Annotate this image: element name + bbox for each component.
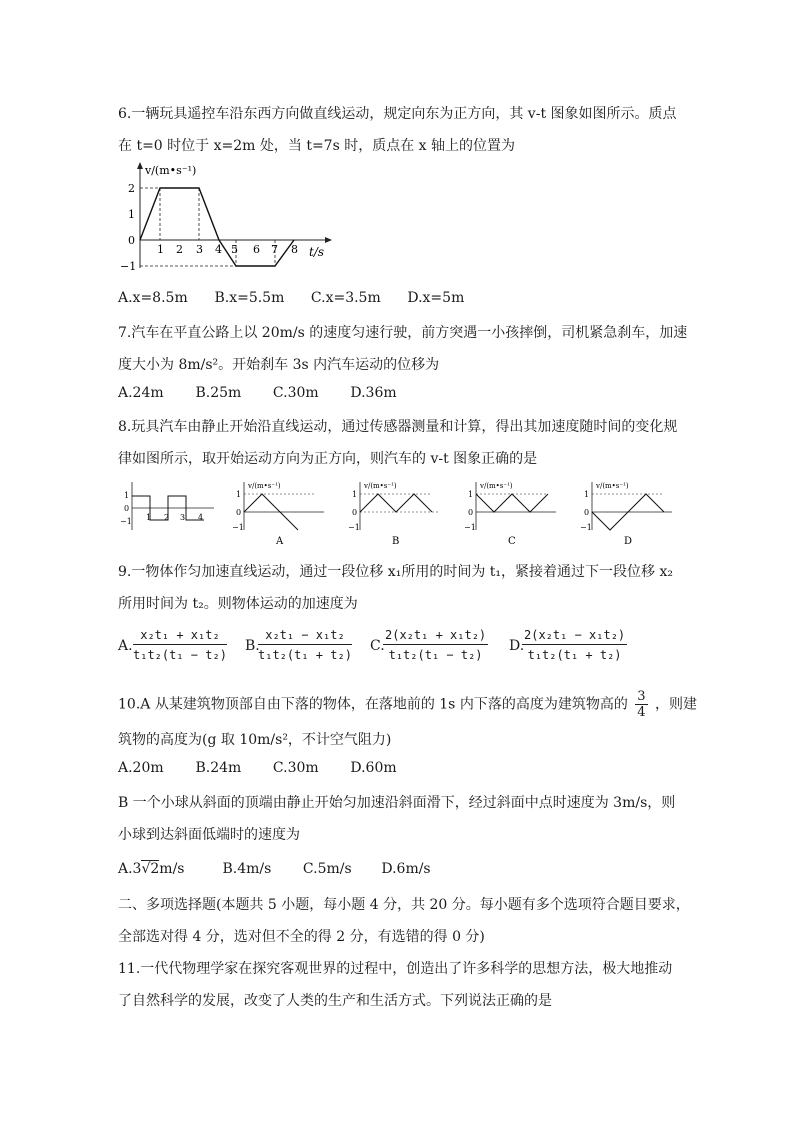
svg-text:−1: −1 xyxy=(348,523,360,532)
svg-text:0: 0 xyxy=(124,504,130,513)
q6-vt-graph xyxy=(118,160,338,280)
q10-options xyxy=(118,760,423,776)
q10-option-a[interactable]: A.20m xyxy=(118,760,164,776)
q7-option-d[interactable]: D.36m xyxy=(350,385,397,401)
q8-graph-b[interactable] xyxy=(348,478,444,546)
q6-xtick: 4 xyxy=(215,243,222,256)
q7-option-a[interactable]: A.24m xyxy=(118,385,164,401)
q9-line1: 9.一物体作匀加速直线运动，通过一段位移 x₁所用的时间为 t₁，紧接着通过下一段位移 x₂ xyxy=(118,564,673,580)
svg-text:v/(m•s⁻¹): v/(m•s⁻¹) xyxy=(480,482,513,490)
q8-label-b: B xyxy=(392,536,400,546)
q9-option-b-num: x₂t₁ − x₁t₂ xyxy=(258,628,352,645)
q9-option-b-label[interactable]: B. xyxy=(245,638,260,654)
svg-text:0: 0 xyxy=(468,508,474,517)
q10-option-b[interactable]: B.24m xyxy=(195,760,242,776)
q6-xtick: 6 xyxy=(253,243,260,256)
q6-ytick: 0 xyxy=(128,234,135,247)
q6-option-d[interactable]: D.x=5m xyxy=(407,290,465,306)
q9-option-c-den: t₁t₂(t₁ − t₂) xyxy=(388,648,483,662)
q9-line2: 所用时间为 t₂。则物体运动的加速度为 xyxy=(118,596,358,612)
section2-line2: 全部选对得 4 分，选对但不全的得 2 分，有选错的得 0 分) xyxy=(118,929,485,945)
q6-option-a[interactable]: A.x=8.5m xyxy=(118,290,188,306)
q9-option-a[interactable] xyxy=(133,628,227,662)
svg-text:0: 0 xyxy=(584,508,590,517)
q7-line2: 度大小为 8m/s²。开始刹车 3s 内汽车运动的位移为 xyxy=(118,357,440,373)
q10-line1 xyxy=(118,689,718,720)
q6-line2: 在 t=0 时位于 x=2m 处，当 t=7s 时，质点在 x 轴上的位置为 xyxy=(118,138,516,154)
q6-xtick: 3 xyxy=(196,243,203,256)
q9-option-d-label[interactable]: D. xyxy=(509,638,525,654)
q6-options xyxy=(118,290,499,306)
q6-option-c[interactable]: C.x=3.5m xyxy=(310,290,381,306)
q10b-options xyxy=(118,860,455,877)
q10b-line1: B 一个小球从斜面的顶端由静止开始匀加速沿斜面滑下，经过斜面中点时速度为 3m/s，则 xyxy=(118,795,676,811)
q10-line1-text: 10.A 从某建筑物顶部自由下落的物体，在落地前的 1s 内下落的高度为建筑物高的 xyxy=(118,696,628,713)
svg-text:1: 1 xyxy=(146,513,152,522)
svg-text:v/(m•s⁻¹): v/(m•s⁻¹) xyxy=(248,482,281,490)
q8-line1: 8.玩具汽车由静止开始沿直线运动，通过传感器测量和计算，得出其加速度随时间的变化规 xyxy=(118,419,678,435)
q8-graph-c[interactable] xyxy=(464,478,560,546)
q8-label-c: C xyxy=(508,536,516,546)
svg-text:v/(m•s⁻¹): v/(m•s⁻¹) xyxy=(364,482,397,490)
q6-option-b[interactable]: B.x=5.5m xyxy=(214,290,285,306)
q9-option-b-den: t₁t₂(t₁ + t₂) xyxy=(258,648,352,662)
q6-ytick: 2 xyxy=(128,182,135,195)
q6-line1: 6.一辆玩具遥控车沿东西方向做直线运动，规定向东为正方向，其 v-t 图象如图所示。质点 xyxy=(118,106,677,122)
svg-text:v/(m•s⁻¹): v/(m•s⁻¹) xyxy=(596,482,629,490)
svg-text:1: 1 xyxy=(352,490,358,499)
svg-text:−1: −1 xyxy=(580,523,592,532)
q6-ytick: 1 xyxy=(128,208,135,221)
q8-label-d: D xyxy=(624,536,633,546)
svg-text:2: 2 xyxy=(164,513,170,522)
svg-text:−1: −1 xyxy=(232,523,244,532)
q11-line2: 了自然科学的发展，改变了人类的生产和生活方式。下列说法正确的是 xyxy=(118,993,552,1009)
q10-option-c[interactable]: C.30m xyxy=(272,760,319,776)
svg-text:1: 1 xyxy=(468,490,474,499)
section2-line1: 二、多项选择题(本题共 5 小题，每小题 4 分，共 20 分。每小题有多个选项符合题目要求， xyxy=(118,897,690,913)
q8-label-a: A xyxy=(276,536,284,546)
q6-ylabel: v/(m•s⁻¹) xyxy=(145,164,197,177)
q10b-option-a-unit: m/s xyxy=(159,861,185,877)
q7-options xyxy=(118,385,423,401)
q10-frac-num: 3 xyxy=(637,689,646,704)
q8-at-graph xyxy=(118,478,218,534)
q10-option-d[interactable]: D.60m xyxy=(350,760,397,776)
svg-text:1: 1 xyxy=(124,491,130,500)
q6-xlabel: t/s xyxy=(309,245,325,259)
q6-xtick: 7 xyxy=(271,243,278,256)
q9-option-d-den: t₁t₂(t₁ + t₂) xyxy=(527,648,622,662)
q10-fraction xyxy=(635,689,647,720)
q7-option-b[interactable]: B.25m xyxy=(195,385,242,401)
q8-graph-d[interactable] xyxy=(580,478,676,546)
svg-text:0: 0 xyxy=(236,508,242,517)
q9-option-a-num: x₂t₁ + x₁t₂ xyxy=(133,628,227,645)
q10b-option-c[interactable]: C.5m/s xyxy=(302,861,352,877)
svg-text:0: 0 xyxy=(352,508,358,517)
q7-line1: 7.汽车在平直公路上以 20m/s 的速度匀速行驶，前方突遇一小孩摔倒，司机紧急刹车，加速 xyxy=(118,325,688,341)
q10-line2: 筑物的高度为(g 取 10m/s²，不计空气阻力) xyxy=(118,732,392,748)
q10b-line2: 小球到达斜面低端时的速度为 xyxy=(118,827,300,843)
q10b-option-b[interactable]: B.4m/s xyxy=(222,861,272,877)
q11-line1: 11.一代代物理学家在探究客观世界的过程中，创造出了许多科学的思想方法，极大地推动 xyxy=(118,961,673,977)
q6-xtick: 8 xyxy=(291,243,298,256)
svg-text:4: 4 xyxy=(198,513,204,522)
q10b-option-d[interactable]: D.6m/s xyxy=(381,861,431,877)
q8-line2: 律如图所示，取开始运动方向为正方向，则汽车的 v-t 图象正确的是 xyxy=(118,451,538,467)
q9-option-d-num: 2(x₂t₁ − x₁t₂) xyxy=(522,628,627,645)
svg-text:1: 1 xyxy=(236,490,242,499)
q6-xtick: 2 xyxy=(176,243,183,256)
svg-text:1: 1 xyxy=(584,490,590,499)
q6-xtick: 1 xyxy=(157,243,164,256)
q9-option-c-label[interactable]: C. xyxy=(370,638,385,654)
q10-frac-den: 4 xyxy=(637,705,646,720)
q7-option-c[interactable]: C.30m xyxy=(272,385,319,401)
q9-option-a-den: t₁t₂(t₁ − t₂) xyxy=(133,648,227,662)
q10b-option-a-root: √2 xyxy=(141,861,160,877)
svg-text:−1: −1 xyxy=(120,517,132,526)
svg-text:3: 3 xyxy=(180,513,186,522)
q6-xtick: 5 xyxy=(231,243,238,256)
q10b-option-a-prefix: A.3 xyxy=(118,861,142,877)
q10b-option-a[interactable] xyxy=(118,860,218,877)
q8-graph-a[interactable] xyxy=(232,478,328,546)
svg-text:−1: −1 xyxy=(464,523,476,532)
q6-ytick: −1 xyxy=(120,260,137,273)
q9-option-b[interactable] xyxy=(258,628,352,662)
q10-line1-end: ，则建 xyxy=(655,696,698,713)
q9-option-a-label[interactable]: A. xyxy=(118,638,133,654)
q9-option-c[interactable] xyxy=(383,628,488,662)
q9-option-d[interactable] xyxy=(522,628,627,662)
q9-option-c-num: 2(x₂t₁ + x₁t₂) xyxy=(383,628,488,645)
